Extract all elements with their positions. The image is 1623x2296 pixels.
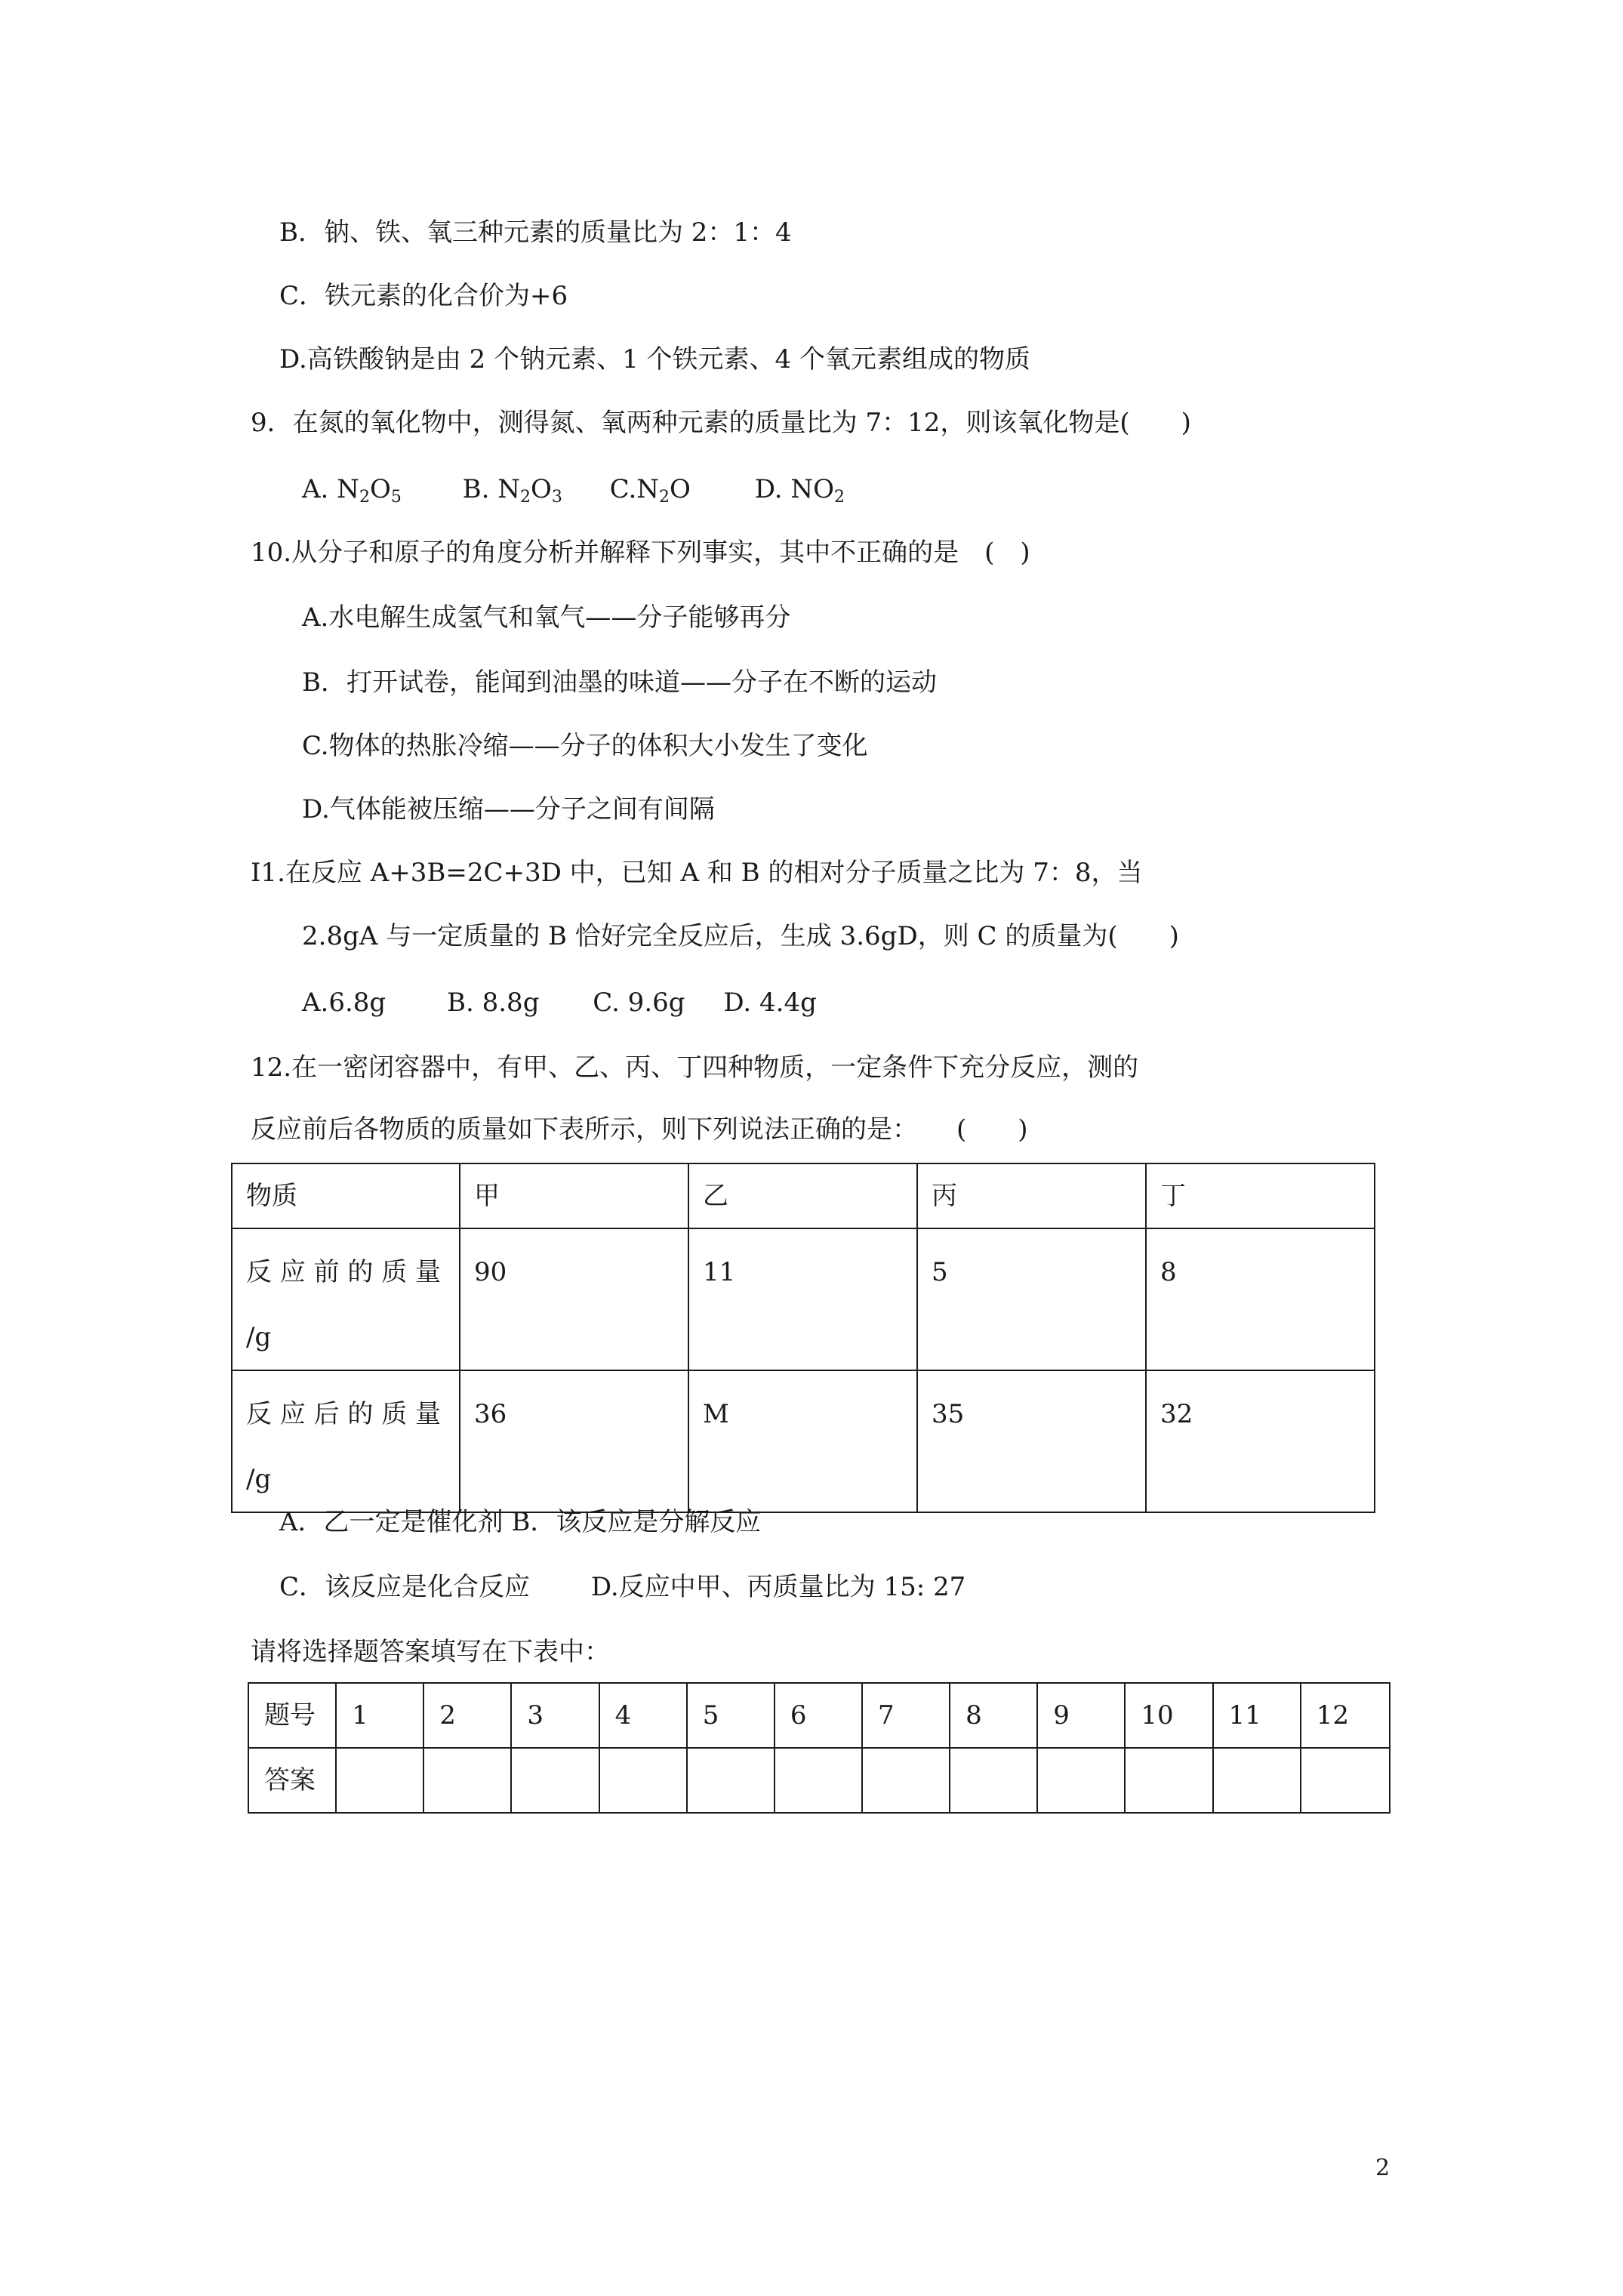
question-number-cell: 11 — [1213, 1683, 1301, 1748]
answer-cell — [511, 1748, 599, 1813]
q10-option-a: A.水电解生成氢气和氧气——分子能够再分 — [302, 603, 791, 633]
q8-option-b: B．钠、铁、氧三种元素的质量比为 2：1：4 — [279, 217, 792, 248]
table-header-cell: 乙 — [688, 1163, 917, 1228]
q9-stem: 9．在氮的氧化物中，测得氮、氧两种元素的质量比为 7：12，则该氧化物是( ) — [251, 408, 1191, 438]
answer-cell — [423, 1748, 511, 1813]
answer-cell — [775, 1748, 862, 1813]
answer-cell — [1037, 1748, 1125, 1813]
q11-stem-line1: I1.在反应 A+3B=2C+3D 中，已知 A 和 B 的相对分子质量之比为 7：8，当 — [251, 858, 1143, 888]
question-number-cell: 10 — [1125, 1683, 1212, 1748]
table-cell: 90 — [460, 1228, 688, 1370]
answer-row — [248, 1748, 1390, 1813]
table-cell: M — [688, 1370, 917, 1512]
row-label-before: 反 应 前 的 质 量 /g — [232, 1228, 460, 1370]
answer-instruction: 请将选择题答案填写在下表中： — [251, 1637, 610, 1667]
q9-option-d: D. $NO_2$ — [754, 474, 845, 507]
q12-stem-line1: 12.在一密闭容器中，有甲、乙、丙、丁四种物质，一定条件下充分反应，测的 — [251, 1052, 1139, 1083]
table-cell: 32 — [1146, 1370, 1375, 1512]
answer-cell — [862, 1748, 950, 1813]
q8-option-d: D.高铁酸钠是由 2 个钠元素、1 个铁元素、4 个氧元素组成的物质 — [279, 344, 1030, 374]
row-label-after: 反 应 后 的 质 量 /g — [232, 1370, 460, 1512]
q9-option-a: A. $N_2O_5$ — [302, 474, 402, 507]
table-cell: 5 — [917, 1228, 1146, 1370]
table-cell: 36 — [460, 1370, 688, 1512]
q10-option-d: D.气体能被压缩——分子之间有间隔 — [302, 794, 715, 824]
q12-option-c: C．该反应是化合反应 — [279, 1572, 531, 1602]
answer-cell — [599, 1748, 687, 1813]
q10-stem: 10.从分子和原子的角度分析并解释下列事实，其中不正确的是 ( ) — [251, 538, 1030, 568]
answer-table — [248, 1682, 1390, 1814]
question-number-cell: 12 — [1301, 1683, 1390, 1748]
question-number-cell: 4 — [599, 1683, 687, 1748]
page-number: 2 — [1375, 2155, 1390, 2181]
question-number-cell: 8 — [950, 1683, 1037, 1748]
table-header-row — [232, 1163, 1375, 1228]
q11-option-b: B. 8.8g — [447, 988, 540, 1018]
q10-option-b: B．打开试卷，能闻到油墨的味道——分子在不断的运动 — [302, 667, 937, 698]
answer-cell — [1213, 1748, 1301, 1813]
question-number-cell: 7 — [862, 1683, 950, 1748]
question-number-cell: 9 — [1037, 1683, 1125, 1748]
q11-stem-line2: 2.8gA 与一定质量的 B 恰好完全反应后，生成 3.6gD，则 C 的质量为( ) — [302, 921, 1179, 951]
table-header-cell: 甲 — [460, 1163, 688, 1228]
table-cell: 35 — [917, 1370, 1146, 1512]
table-cell: 8 — [1146, 1228, 1375, 1370]
answer-cell — [1301, 1748, 1390, 1813]
q11-option-a: A.6.8g — [302, 988, 387, 1018]
answer-number-row — [248, 1683, 1390, 1748]
q8-option-c: C．铁元素的化合价为+6 — [279, 281, 568, 311]
row-label-number: 题号 — [248, 1683, 336, 1748]
question-number-cell: 1 — [336, 1683, 423, 1748]
q11-option-c: C. 9.6g — [593, 988, 685, 1018]
answer-cell — [336, 1748, 423, 1813]
table-row — [232, 1228, 1375, 1370]
q12-option-d: D.反应中甲、丙质量比为 15: 27 — [590, 1572, 966, 1602]
question-number-cell: 5 — [687, 1683, 775, 1748]
row-label-answer: 答案 — [248, 1748, 336, 1813]
q9-options — [302, 473, 845, 506]
q12-stem-line2: 反应前后各物质的质量如下表所示，则下列说法正确的是： ( ) — [251, 1114, 1028, 1145]
question-number-cell: 2 — [423, 1683, 511, 1748]
q11-options — [302, 986, 817, 1019]
table-header-cell: 丁 — [1146, 1163, 1375, 1228]
q11-option-d: D. 4.4g — [723, 988, 817, 1018]
answer-cell — [1125, 1748, 1212, 1813]
answer-cell — [950, 1748, 1037, 1813]
question-number-cell: 3 — [511, 1683, 599, 1748]
q9-option-b: B. $N_2O_3$ — [462, 474, 562, 507]
mass-table — [231, 1163, 1375, 1513]
table-cell: 11 — [688, 1228, 917, 1370]
table-row — [232, 1370, 1375, 1512]
question-number-cell: 6 — [775, 1683, 862, 1748]
q10-option-c: C.物体的热胀冷缩——分子的体积大小发生了变化 — [302, 731, 868, 761]
q9-option-c: $C.N_2O$ — [609, 474, 691, 507]
table-header-cell: 物质 — [232, 1163, 460, 1228]
answer-cell — [687, 1748, 775, 1813]
q12-option-ab: A．乙一定是催化剂 B．该反应是分解反应 — [279, 1507, 762, 1537]
table-header-cell: 丙 — [917, 1163, 1146, 1228]
